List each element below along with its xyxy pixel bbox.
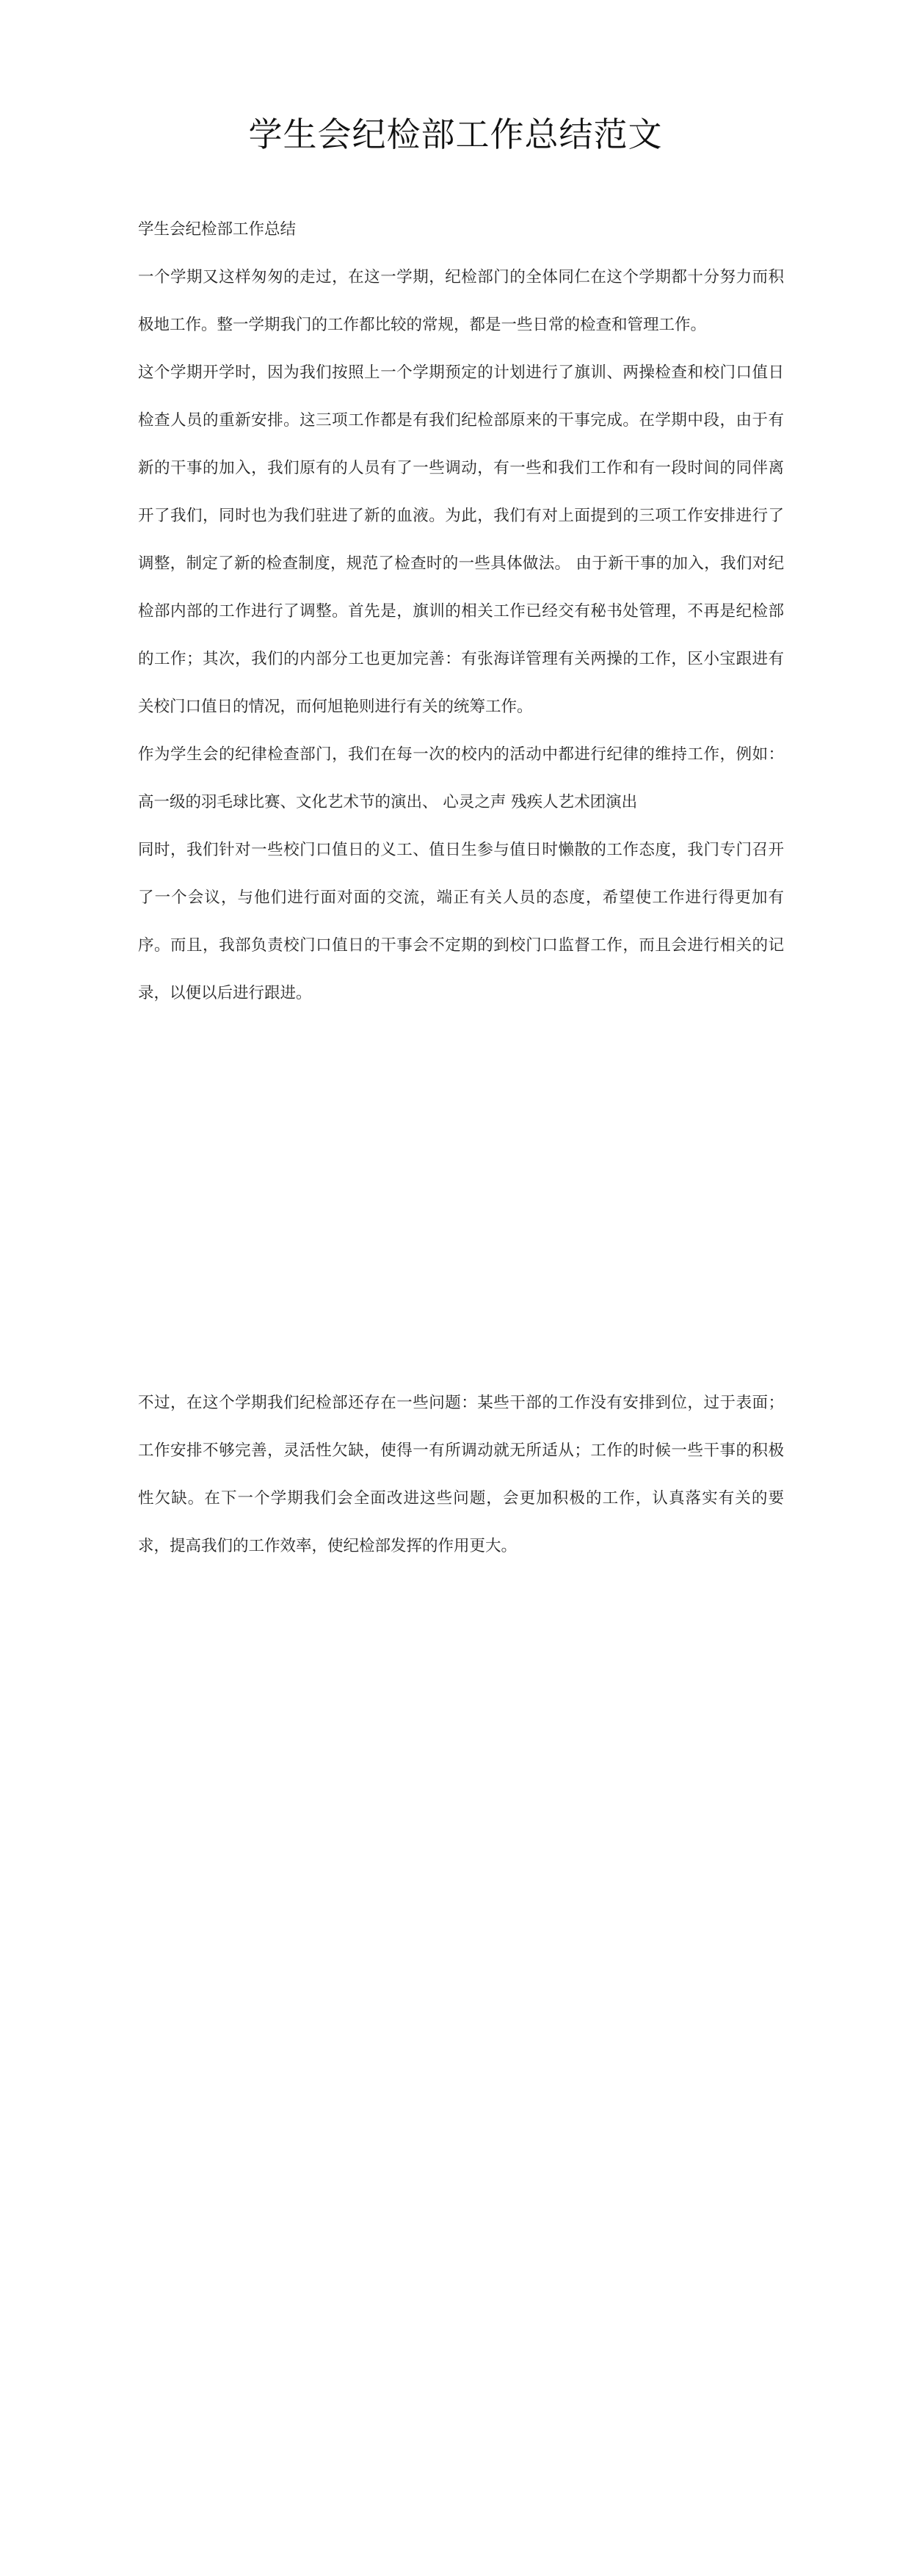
paragraph-4: 同时，我们针对一些校门口值日的义工、值日生参与值日时懒散的工作态度，我门专门召开了一个会议，与他们进行面对面的交流，端正有关人员的态度，希望使工作进行得更加有序。而且，我部负责校门口值日的干事会不定期的到校门口监督工作，而且会进行相关的记录，以便以后进行跟进。 xyxy=(138,841,784,1002)
document-closing xyxy=(138,1379,784,1570)
paragraph-1: 一个学期又这样匆匆的走过，在这一学期，纪检部门的全体同仁在这个学期都十分努力而积极地工作。整一学期我门的工作都比较的常规，都是一些日常的检查和管理工作。 xyxy=(138,268,784,334)
closing-paragraph: 不过，在这个学期我们纪检部还存在一些问题：某些干部的工作没有安排到位，过于表面；工作安排不够完善，灵活性欠缺，使得一有所调动就无所适从；工作的时候一些干事的积极性欠缺。在下一个学期我们会全面改进这些问题，会更加积极的工作，认真落实有关的要求，提高我们的工作效率，使纪检部发挥的作用更大。 xyxy=(138,1394,784,1555)
paragraph-3: 作为学生会的纪律检查部门，我们在每一次的校内的活动中都进行纪律的维持工作，例如：高一级的羽毛球比赛、文化艺术节的演出、 心灵之声 残疾人艺术团演出 xyxy=(138,745,784,811)
document-body xyxy=(138,206,784,1017)
paragraph-2: 这个学期开学时，因为我们按照上一个学期预定的计划进行了旗训、两操检查和校门口值日检查人员的重新安排。这三项工作都是有我们纪检部原来的干事完成。在学期中段，由于有新的干事的加入，我们原有的人员有了一些调动，有一些和我们工作和有一段时间的同伴离开了我们，同时也为我们驻进了新的血液。为此，我们有对上面提到的三项工作安排进行了调整，制定了新的检查制度，规范了检查时的一些具体做法。 由于新干事的加入，我们对纪检部内部的工作进行了调整。首先是，旗训的相关工作已经交有秘书处管理，不再是纪检部的工作；其次，我们的内部分工也更加完善：有张海详管理有关两操的工作，区小宝跟进有关校门口值日的情况，而何旭艳则进行有关的统筹工作。 xyxy=(138,363,784,716)
document-subtitle: 学生会纪检部工作总结 xyxy=(138,220,297,239)
document-title: 学生会纪检部工作总结范文 xyxy=(248,115,663,154)
